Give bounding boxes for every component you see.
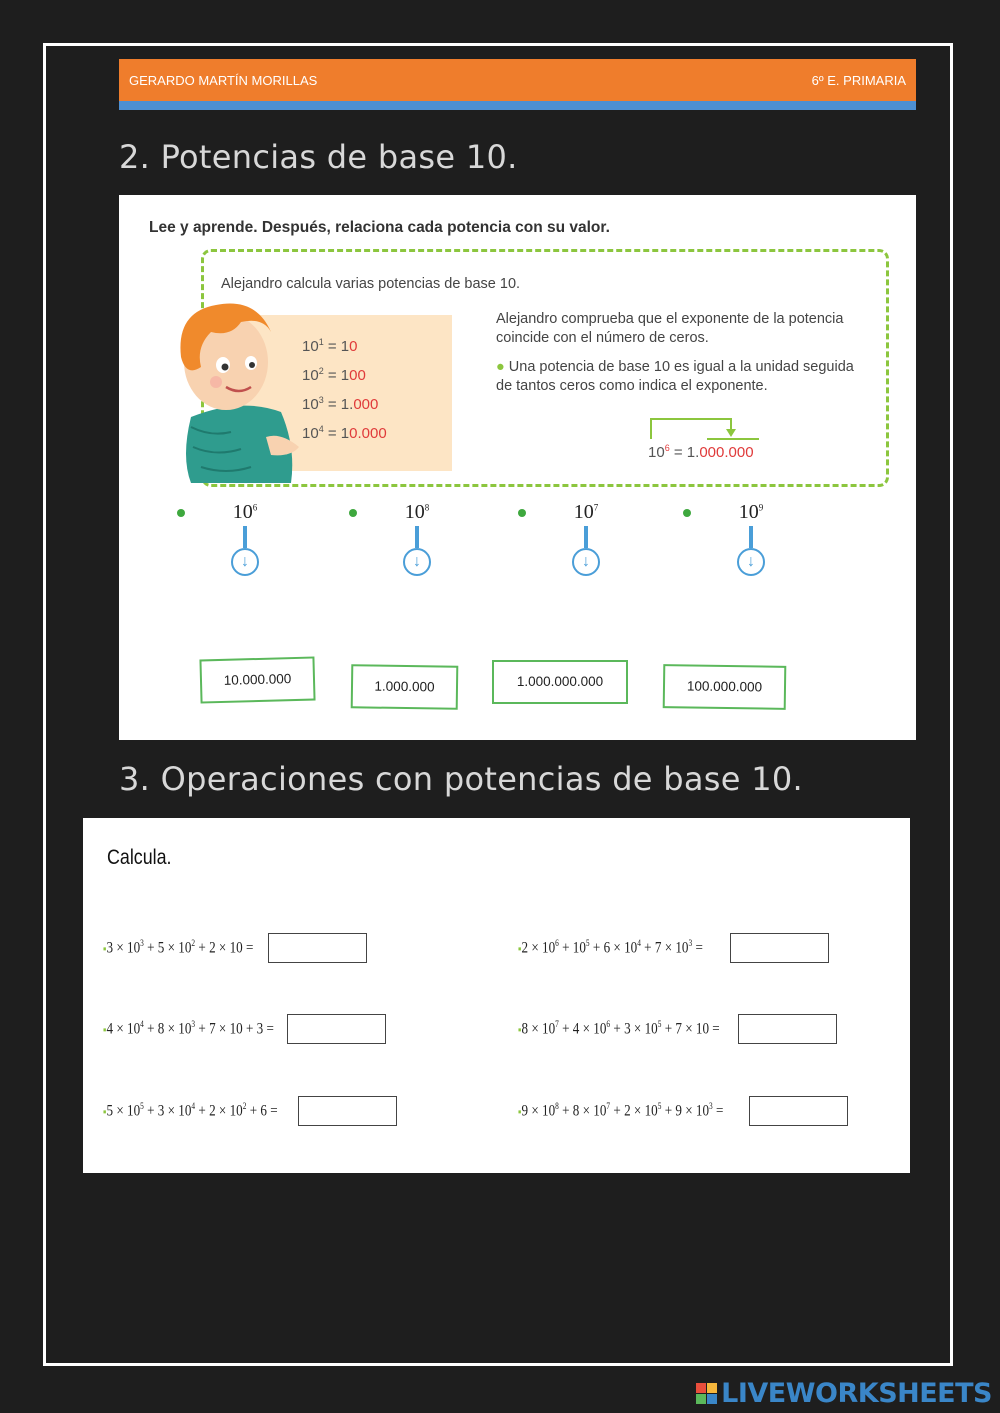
answer-input[interactable]: [749, 1096, 848, 1126]
arrow-down-icon[interactable]: ↓: [737, 548, 765, 576]
target-power-1[interactable]: $10^6$ ↓: [215, 501, 275, 576]
answer-input[interactable]: [287, 1014, 386, 1044]
bullet-icon: [518, 509, 526, 517]
intro-text: Alejandro calcula varias potencias de base 10.: [221, 276, 521, 292]
calc-instruction: Calcula.: [107, 846, 172, 869]
answer-card[interactable]: 1.000.000.000: [492, 660, 628, 704]
grade-label: 6º E. PRIMARIA: [811, 73, 906, 88]
target-power-3[interactable]: $10^7$ ↓: [556, 501, 616, 576]
expression-1: ▪3 × $10^3 + 5 \times 10^2 + 2 \times 10$ =: [103, 938, 254, 957]
powers-panel: [119, 195, 916, 740]
expression-2: ▪2 × $10^6 + 10^5 + 6 \times 10^4 + 7 \times 10^3$ =: [518, 938, 703, 957]
zeros-arrow-icon: [649, 415, 769, 443]
bullet-icon: [177, 509, 185, 517]
section-3-title: 3. Operaciones con potencias de base 10.: [119, 760, 804, 798]
target-power-4[interactable]: $10^9$ ↓: [721, 501, 781, 576]
answer-input[interactable]: [738, 1014, 837, 1044]
arrow-down-icon[interactable]: ↓: [403, 548, 431, 576]
target-power-2[interactable]: $10^8$ ↓: [387, 501, 447, 576]
expression-3: ▪4 × $10^4 + 8 \times 10^3 + 7 \times 10 + 3$ =: [103, 1019, 274, 1038]
bullet-icon: [349, 509, 357, 517]
answer-card[interactable]: 1.000.000: [351, 664, 459, 709]
example-2: $10^2 = 100$: [302, 366, 366, 384]
answer-input[interactable]: [298, 1096, 397, 1126]
header-stripe: [119, 101, 916, 110]
example-1: $10^1 = 10$: [302, 337, 358, 355]
big-example: $10^6 = 1.000.000$: [648, 443, 754, 461]
liveworksheets-logo: LIVEWORKSHEETS: [696, 1378, 992, 1409]
bullet-icon: [683, 509, 691, 517]
explanation-text: Alejandro comprueba que el exponente de la potencia coincide con el número de ceros.: [496, 311, 844, 346]
operations-panel: [83, 818, 910, 1173]
section-2-title: 2. Potencias de base 10.: [119, 138, 518, 176]
arrow-down-icon[interactable]: ↓: [231, 548, 259, 576]
bullet-icon: ●: [496, 359, 505, 375]
example-3: $10^3 = 1.000$: [302, 395, 379, 413]
expression-6: ▪9 × $10^8 + 8 \times 10^7 + 2 \times 10^5 + 9 \times 10^3$ =: [518, 1101, 724, 1120]
answer-input[interactable]: [730, 933, 829, 963]
answer-input[interactable]: [268, 933, 367, 963]
page-header: [119, 59, 916, 101]
example-4: $10^4 = 10.000$: [302, 424, 387, 442]
boy-illustration: [171, 287, 331, 483]
instruction: Lee y aprende. Después, relaciona cada potencia con su valor.: [149, 219, 610, 236]
expression-5: ▪5 × $10^5 + 3 \times 10^4 + 2 \times 10^2 + 6$ =: [103, 1101, 278, 1120]
rule-text: ● Una potencia de base 10 es igual a la unidad seguida de tantos ceros como indica el exponente.: [496, 359, 854, 394]
author-name: GERARDO MARTÍN MORILLAS: [129, 73, 318, 88]
expression-4: ▪8 × $10^7 + 4 \times 10^6 + 3 \times 10^5 + 7 \times 10$ =: [518, 1019, 720, 1038]
answer-card[interactable]: 100.000.000: [663, 664, 787, 710]
answer-card[interactable]: 10.000.000: [199, 657, 315, 704]
arrow-down-icon[interactable]: ↓: [572, 548, 600, 576]
logo-icon: [696, 1383, 718, 1405]
